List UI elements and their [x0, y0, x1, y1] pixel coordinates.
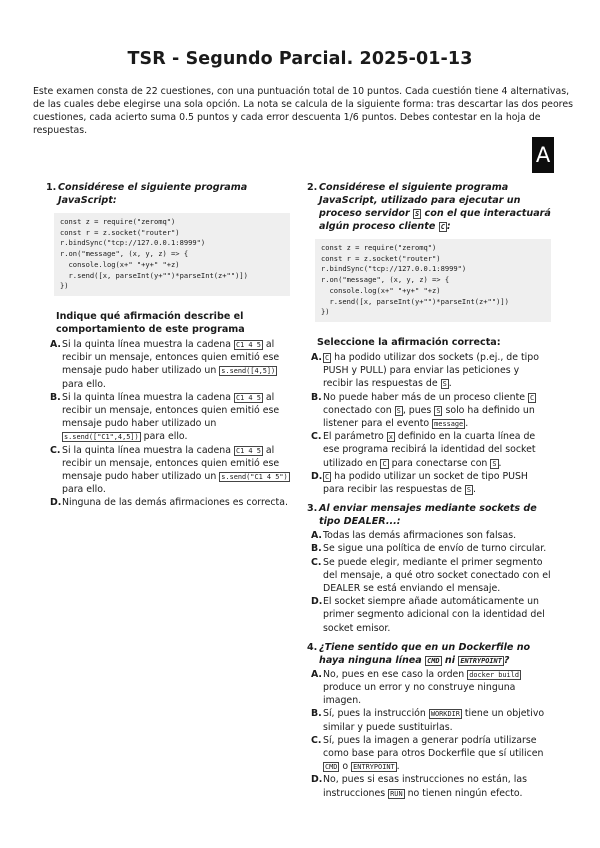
option-d	[311, 773, 551, 799]
inline-code: RUN	[390, 789, 403, 798]
option-text: El socket siempre añade automáticamente un primer segmento adicional con la identidad del socket emisor.	[323, 596, 545, 634]
option-b	[50, 391, 290, 444]
question-text: ¿Tiene sentido que en un Dockerfile no haya ninguna línea CMD ni ENTRYPOINT ?	[319, 641, 531, 666]
option-letter: C.	[50, 444, 61, 456]
option-c	[50, 444, 290, 497]
option-text: No puede haber más de un proceso cliente C conectado con S , pues S solo ha definido un listener para el evento message .	[323, 391, 535, 429]
question-number: 2.	[307, 182, 318, 193]
question-text: Al enviar mensajes mediante sockets de tipo DEALER...:	[319, 503, 537, 528]
option-b	[311, 542, 551, 555]
question-number: 3.	[307, 503, 318, 515]
question-3	[307, 502, 551, 635]
option-letter: C.	[311, 734, 322, 746]
inline-code: C1 4 5	[235, 446, 261, 455]
option-text: C ha podido utilizar dos sockets (p.ej., de tipo PUSH y PULL) para enviar las peticiones y recibir las respuestas de S .	[323, 351, 539, 390]
options-list	[50, 338, 290, 510]
inline-code: ENTRYPOINT	[460, 656, 502, 665]
option-letter: A.	[311, 668, 322, 680]
question-heading	[307, 181, 551, 233]
option-text: Sí, pues la imagen a generar podría utilizarse como base para otros Dockerfile que sí utilicen CMD o ENTRYPOINT .	[323, 734, 544, 773]
option-text: Se puede elegir, mediante el primer segmento del mensaje, a qué otro socket conectado con el DEALER se está enviando el mensaje.	[323, 556, 551, 594]
question-heading	[307, 641, 551, 667]
option-d	[50, 496, 290, 509]
option-text: Si la quinta línea muestra la cadena C1 4 5 al recibir un mensaje, entonces quien emitió ese mensaje pudo haber utilizado un s.send([4,5]) para ello.	[62, 338, 280, 390]
inline-code: S	[466, 485, 472, 494]
inline-code: C	[440, 223, 445, 231]
inline-code: C1 4 5	[235, 393, 261, 402]
inline-code: WORKDIR	[430, 710, 460, 719]
option-text: Si la quinta línea muestra la cadena C1 4 5 al recibir un mensaje, entonces quien emitió ese mensaje pudo haber utilizado un s.send("C1 4 5") para ello.	[62, 444, 288, 496]
inline-code: S	[415, 210, 420, 218]
question-1	[46, 181, 290, 510]
options-list	[311, 351, 551, 496]
inline-code: S	[396, 406, 401, 415]
question-heading	[46, 181, 290, 207]
option-letter: D.	[50, 497, 62, 509]
inline-code: C	[382, 459, 387, 468]
exam-instructions: Este examen consta de 22 cuestiones, con una puntuación total de 10 puntos. Cada cuestión tiene 4 alternativas, de las cuales debe elegirse una sola opción. La nota se calcula de la siguiente forma: tras descartar las dos peores cuestiones, cada acierto suma 0.5 puntos y cada error descuenta 1/6 puntos. Debes contestar en la hoja de respuestas.	[33, 86, 573, 136]
option-letter: B.	[311, 543, 322, 555]
question-heading	[307, 502, 551, 528]
question-number: 4.	[307, 641, 318, 653]
exam-title: TSR - Segundo Parcial. 2025-01-13	[127, 49, 473, 69]
option-letter: D.	[311, 470, 323, 482]
question-text: Considérese el siguiente programa JavaScript, utilizado para ejecutar un proceso servidor S con el que interactuará algún proceso cliente C :	[319, 182, 551, 232]
option-text: El parámetro x definido en la cuarta línea de ese programa recibirá la identidad del socket utilizado en C para conectarse con S .	[323, 431, 536, 469]
inline-code: S	[492, 459, 497, 468]
question-prompt: Seleccione la afirmación correcta:	[317, 336, 501, 348]
inline-code: C	[530, 393, 535, 402]
code-block: const z = require("zeromq") const r = z.socket("router") r.bindSync("tcp://127.0.0.1:8999") r.on("message", (x, y, z) => { console.log(x+" "+y+" "+z) r.send([x, parseInt(y+"")*parseInt(z+"")]) })	[315, 239, 551, 322]
option-a	[311, 351, 551, 391]
inline-code: s.send("C1 4 5")	[221, 472, 288, 481]
option-d	[311, 470, 551, 496]
inline-code: s.send([4,5])	[221, 367, 276, 376]
inline-code: ENTRYPOINT	[353, 763, 395, 772]
option-text: Todas las demás afirmaciones son falsas.	[323, 530, 517, 542]
inline-code: S	[442, 380, 447, 389]
option-letter: C.	[311, 431, 322, 443]
option-letter: B.	[311, 708, 322, 720]
question-4	[307, 641, 551, 800]
option-b	[311, 707, 551, 733]
option-letter: C.	[311, 556, 322, 568]
option-a	[311, 668, 551, 708]
question-2	[307, 181, 551, 496]
option-text: Sí, pues la instrucción WORKDIR tiene un objetivo similar y puede sustituirlas.	[323, 708, 545, 733]
question-number: 1.	[46, 182, 57, 193]
option-letter: A.	[311, 351, 322, 363]
inline-code: C1 4 5	[235, 340, 261, 349]
inline-code: s.send(["C1",4,5])	[64, 433, 139, 442]
option-letter: A.	[311, 530, 322, 542]
option-text: C ha podido utilizar un socket de tipo PUSH para recibir las respuestas de S .	[323, 470, 528, 495]
option-c	[311, 734, 551, 774]
inline-code: message	[434, 419, 464, 428]
option-c	[311, 556, 551, 596]
inline-code: CMD	[325, 763, 338, 772]
inline-code: CMD	[427, 656, 440, 665]
option-text: No, pues en ese caso la orden docker build produce un error y no construye ninguna imagen.	[323, 668, 520, 707]
option-text: Si la quinta línea muestra la cadena C1 4 5 al recibir un mensaje, entonces quien emitió ese mensaje pudo haber utilizado un s.send(["C1",4,5]) para ello.	[62, 391, 280, 443]
option-d	[311, 595, 551, 635]
right-column	[307, 181, 551, 806]
options-list	[311, 668, 551, 800]
option-letter: D.	[311, 596, 323, 608]
inline-code: S	[436, 406, 441, 415]
option-letter: B.	[311, 391, 322, 403]
inline-code: C	[325, 472, 330, 481]
inline-code: C	[325, 353, 330, 362]
option-letter: A.	[50, 338, 61, 350]
exam-version-badge: A	[532, 137, 554, 173]
question-text: Considérese el siguiente programa JavaScript:	[58, 182, 248, 206]
options-list	[311, 529, 551, 635]
inline-code: docker build	[469, 670, 520, 679]
option-c	[311, 430, 551, 470]
left-column	[46, 181, 290, 516]
option-b	[311, 391, 551, 431]
option-letter: B.	[50, 391, 61, 403]
question-prompt: Indique qué afirmación describe el comportamiento de este programa	[56, 310, 245, 335]
option-a	[50, 338, 290, 391]
code-block: const z = require("zeromq") const r = z.socket("router") r.bindSync("tcp://127.0.0.1:8999") r.on("message", (x, y, z) => { console.log(x+" "+y+" "+z) r.send([x, parseInt(y+"")*parseInt(z+"")]) })	[54, 213, 290, 296]
inline-code: x	[388, 433, 393, 442]
option-text: Ninguna de las demás afirmaciones es correcta.	[62, 497, 288, 509]
option-a	[311, 529, 551, 542]
option-text: No, pues si esas instrucciones no están, las instrucciones RUN no tienen ningún efecto.	[323, 774, 527, 799]
option-text: Se sigue una política de envío de turno circular.	[323, 543, 547, 555]
option-letter: D.	[311, 774, 323, 786]
